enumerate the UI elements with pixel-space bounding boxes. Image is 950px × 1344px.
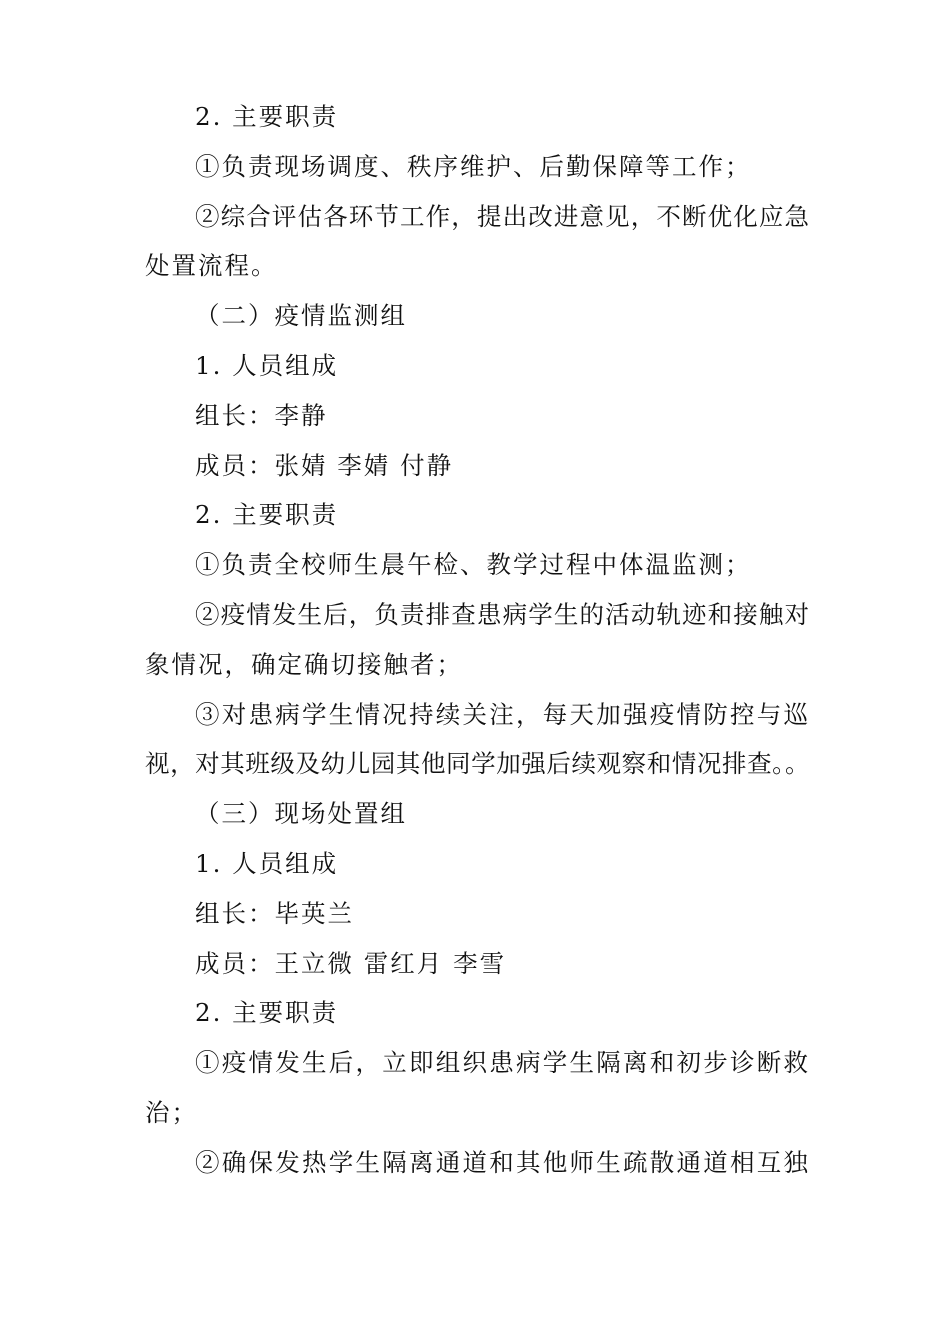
text-line: 象情况，确定确切接触者； [145, 649, 463, 679]
text-line: 1. 人员组成 [195, 350, 339, 380]
document-body [145, 92, 810, 1188]
text-line: ①疫情发生后，立即组织患病学生隔离和初步诊断救 [195, 1048, 810, 1078]
text-line: （三）现场处置组 [195, 799, 407, 829]
text-line: ②综合评估各环节工作，提出改进意见，不断优化应急 [195, 201, 810, 231]
text-line: 2. 主要职责 [195, 102, 339, 131]
text-line: 1. 人员组成 [195, 848, 339, 878]
text-line: 2. 主要职责 [195, 998, 339, 1028]
text-line: ②确保发热学生隔离通道和其他师生疏散通道相互独 [195, 1147, 810, 1177]
text-line: ③对患病学生情况持续关注，每天加强疫情防控与巡 [195, 699, 810, 729]
text-line: ①负责现场调度、秩序维护、后勤保障等工作； [195, 151, 752, 181]
text-line: 成员：张婧 李婧 付静 [195, 450, 454, 480]
text-line: 组长：李静 [195, 400, 328, 430]
text-line: （二）疫情监测组 [195, 301, 407, 331]
text-line: 视，对其班级及幼儿园其他同学加强后续观察和情况排查。。 [145, 749, 810, 779]
text-line: 成员：王立微 雷红月 李雪 [195, 948, 507, 978]
text-line: 处置流程。 [145, 251, 278, 281]
text-line: 2. 主要职责 [195, 500, 339, 530]
text-line: 治； [145, 1097, 198, 1127]
text-line: ②疫情发生后，负责排查患病学生的活动轨迹和接触对 [195, 599, 810, 629]
text-line: ①负责全校师生晨午检、教学过程中体温监测； [195, 550, 752, 580]
text-line: 组长：毕英兰 [195, 898, 354, 928]
